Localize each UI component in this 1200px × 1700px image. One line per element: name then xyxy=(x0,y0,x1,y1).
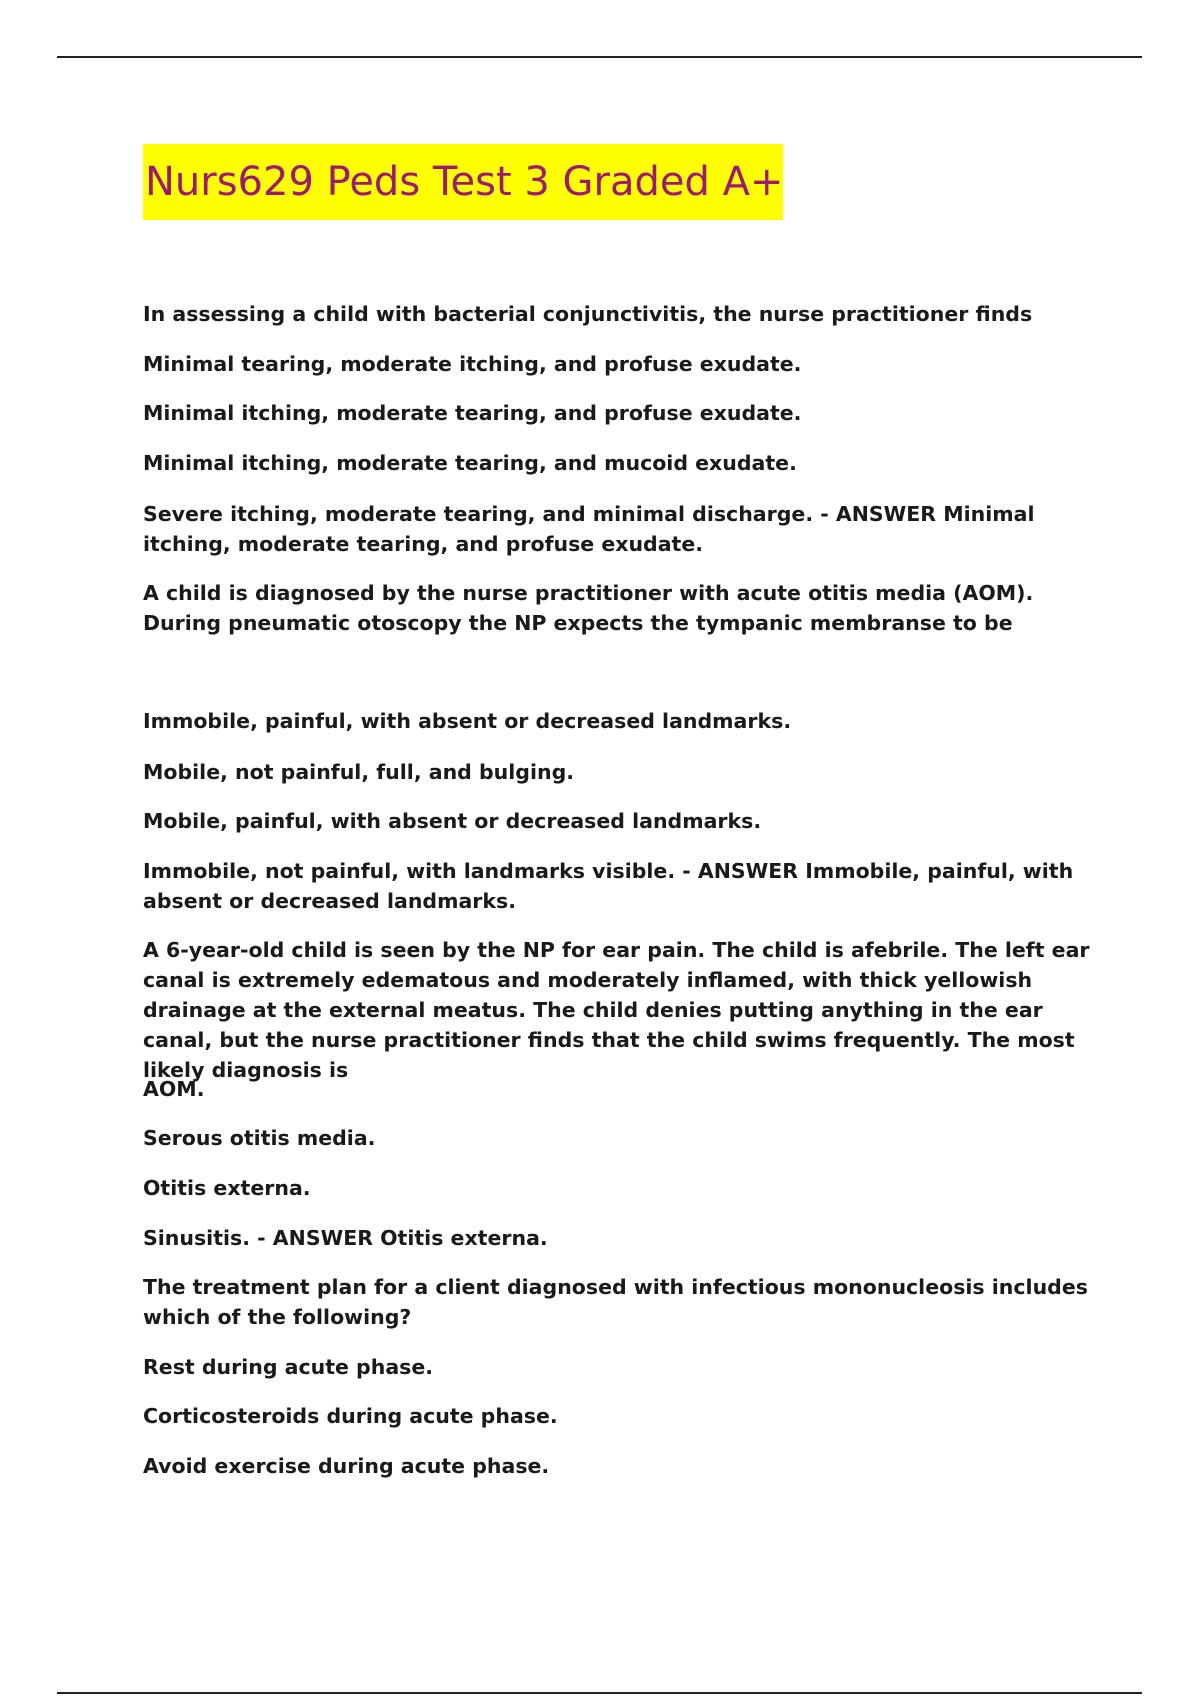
bottom-rule xyxy=(57,1692,1142,1694)
question-3-option-a: AOM. xyxy=(143,1077,205,1101)
question-1-option-b: Minimal itching, moderate tearing, and profuse exudate. xyxy=(143,401,802,425)
question-3-option-d-answer: Sinusitis. - ANSWER Otitis externa. xyxy=(143,1226,548,1250)
question-4-stem: The treatment plan for a client diagnosed with infectious mononucleosis includes which of the following? xyxy=(143,1275,1088,1329)
question-3-option-b: Serous otitis media. xyxy=(143,1126,376,1150)
question-1-option-a: Minimal tearing, moderate itching, and profuse exudate. xyxy=(143,352,802,376)
question-2-option-b: Mobile, not painful, full, and bulging. xyxy=(143,760,575,784)
question-3-stem: A 6-year-old child is seen by the NP for ear pain. The child is afebrile. The left ear canal is extremely edematous and moderately inflamed, with thick yellowish drainage at the external meatus. The child denies putting anything in the ear canal, but the nurse practitioner finds that the child swims frequently. The most likely diagnosis is xyxy=(143,938,1090,1082)
question-2-option-d-answer: Immobile, not painful, with landmarks visible. - ANSWER Immobile, painful, with absent or decreased landmarks. xyxy=(143,859,1074,913)
question-2-stem: A child is diagnosed by the nurse practitioner with acute otitis media (AOM). During pneumatic otoscopy the NP expects the tympanic membranse to be xyxy=(143,581,1034,635)
question-1-option-c: Minimal itching, moderate tearing, and mucoid exudate. xyxy=(143,451,797,475)
question-1-stem: In assessing a child with bacterial conjunctivitis, the nurse practitioner finds xyxy=(143,302,1033,326)
question-4-option-c: Avoid exercise during acute phase. xyxy=(143,1454,550,1478)
top-rule xyxy=(57,56,1142,58)
question-3-option-c: Otitis externa. xyxy=(143,1176,311,1200)
question-1-option-d-answer: Severe itching, moderate tearing, and minimal discharge. - ANSWER Minimal itching, moderate tearing, and profuse exudate. xyxy=(143,502,1035,556)
question-4-option-a: Rest during acute phase. xyxy=(143,1355,434,1379)
document-title: Nurs629 Peds Test 3 Graded A+ xyxy=(145,159,784,205)
question-2-option-a: Immobile, painful, with absent or decreased landmarks. xyxy=(143,709,792,733)
question-4-option-b: Corticosteroids during acute phase. xyxy=(143,1404,558,1428)
question-2-option-c: Mobile, painful, with absent or decreased landmarks. xyxy=(143,809,762,833)
